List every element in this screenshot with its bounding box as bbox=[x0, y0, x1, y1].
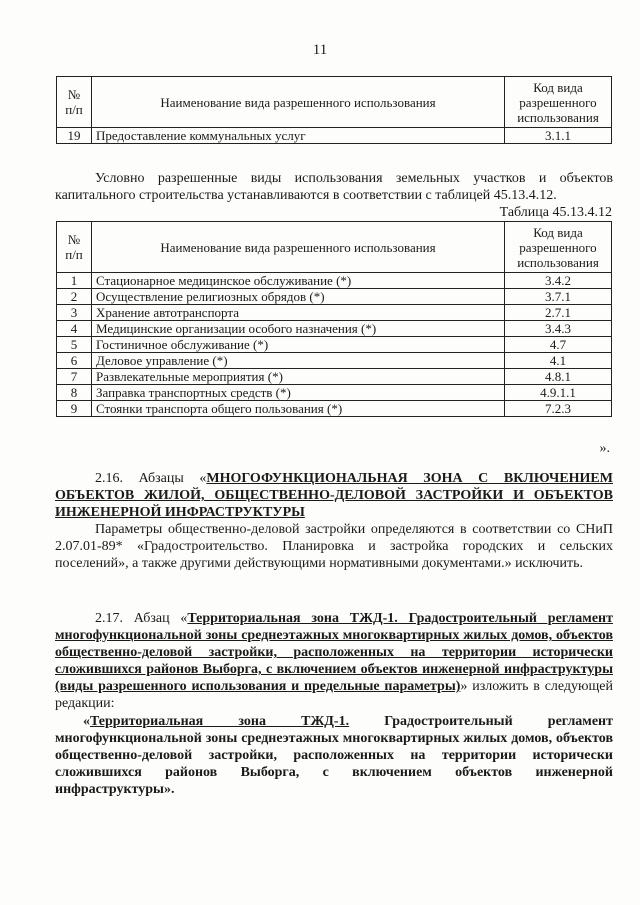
row-name: Осуществление религиозных обрядов (*) bbox=[92, 289, 505, 305]
row-num: 5 bbox=[57, 337, 92, 353]
row-name: Заправка транспортных средств (*) bbox=[92, 385, 505, 401]
row-code: 3.4.2 bbox=[505, 273, 612, 289]
table-row bbox=[57, 321, 612, 337]
row-code: 7.2.3 bbox=[505, 401, 612, 417]
table-header-row bbox=[57, 77, 612, 128]
table-row bbox=[57, 401, 612, 417]
row-num: 6 bbox=[57, 353, 92, 369]
row-num: 2 bbox=[57, 289, 92, 305]
row-name: Развлекательные мероприятия (*) bbox=[92, 369, 505, 385]
row-code: 4.9.1.1 bbox=[505, 385, 612, 401]
new-zone-body: Градостроительный регламент многофункциональной зоны среднеэтажных многоквартирных жилых домов, объектов общественно-деловой застройки, расположенных на территории исторически сложившихся районов Выборга, с включением объектов инженерной инфраструктуры bbox=[55, 714, 613, 797]
row-name: Стоянки транспорта общего пользования (*) bbox=[92, 401, 505, 417]
section-prefix: 2.16. Абзацы « bbox=[95, 471, 207, 486]
section-prefix: 2.17. Абзац « bbox=[95, 611, 188, 626]
header-code: Код вида разрешенного использования bbox=[505, 77, 612, 128]
row-code: 3.7.1 bbox=[505, 289, 612, 305]
row-name: Стационарное медицинское обслуживание (*) bbox=[92, 273, 505, 289]
table-row bbox=[57, 305, 612, 321]
section-suffix: » изложить в следующей редакции: bbox=[55, 679, 613, 711]
row-num: 1 bbox=[57, 273, 92, 289]
table-row bbox=[57, 369, 612, 385]
zone-heading: МНОГОФУНКЦИОНАЛЬНАЯ ЗОНА С ВКЛЮЧЕНИЕМ ОБЪЕКТОВ ЖИЛОЙ, ОБЩЕСТВЕННО-ДЕЛОВОЙ ЗАСТРОЙКИ И ОБЪЕКТОВ ИНЖЕНЕРНОЙ ИНФРАСТРУКТУРЫ bbox=[55, 471, 613, 520]
table-row bbox=[57, 273, 612, 289]
row-code: 3.1.1 bbox=[505, 128, 612, 144]
row-name: Гостиничное обслуживание (*) bbox=[92, 337, 505, 353]
table-caption: Таблица 45.13.4.12 bbox=[499, 205, 612, 220]
row-num: 7 bbox=[57, 369, 92, 385]
section-2-16-body: Параметры общественно-деловой застройки определяются в соответствии со СНиП 2.07.01-89* «Градостроительство. Планировка и застройка городских и сельских поселений», а также другими действующими нормативными документами.» исключить. bbox=[55, 522, 613, 571]
row-num: 19 bbox=[57, 128, 92, 144]
close-quote: ». bbox=[163, 782, 175, 797]
section-2-16-heading bbox=[55, 470, 613, 521]
row-num: 4 bbox=[57, 321, 92, 337]
intro-paragraph: Условно разрешенные виды использования земельных участков и объектов капитального строительства устанавливаются в соответствии с таблицей 45.13.4.12. bbox=[55, 171, 613, 203]
header-code: Код вида разрешенного использования bbox=[505, 222, 612, 273]
header-name: Наименование вида разрешенного использования bbox=[92, 77, 505, 128]
section-2-17-new-text bbox=[55, 713, 613, 798]
row-code: 2.7.1 bbox=[505, 305, 612, 321]
row-name: Хранение автотранспорта bbox=[92, 305, 505, 321]
header-name: Наименование вида разрешенного использования bbox=[92, 222, 505, 273]
row-name: Предоставление коммунальных услуг bbox=[92, 128, 505, 144]
row-code: 3.4.3 bbox=[505, 321, 612, 337]
table-row bbox=[57, 128, 612, 144]
row-code: 4.7 bbox=[505, 337, 612, 353]
row-num: 8 bbox=[57, 385, 92, 401]
open-quote: « bbox=[83, 714, 90, 729]
table-conditional-uses bbox=[56, 221, 612, 417]
row-name: Деловое управление (*) bbox=[92, 353, 505, 369]
section-2-17-heading bbox=[55, 610, 613, 712]
row-num: 3 bbox=[57, 305, 92, 321]
header-num: № п/п bbox=[57, 77, 92, 128]
page-number: 11 bbox=[312, 42, 328, 58]
table-row bbox=[57, 289, 612, 305]
row-num: 9 bbox=[57, 401, 92, 417]
new-zone-heading: Территориальная зона ТЖД-1. bbox=[90, 714, 350, 729]
closing-quote: ». bbox=[599, 441, 610, 456]
table-row bbox=[57, 353, 612, 369]
table-permitted-uses-continued bbox=[56, 76, 612, 144]
row-code: 4.8.1 bbox=[505, 369, 612, 385]
row-name: Медицинские организации особого назначения (*) bbox=[92, 321, 505, 337]
row-code: 4.1 bbox=[505, 353, 612, 369]
header-num: № п/п bbox=[57, 222, 92, 273]
table-row bbox=[57, 385, 612, 401]
zone-heading: Территориальная зона ТЖД-1. Градостроительный регламент многофункциональной зоны среднеэтажных многоквартирных жилых домов, объектов общественно-деловой застройки, расположенных на территории исторически сложившихся районов Выборга, с включением объектов инженерной инфраструктуры (виды разрешенного использования и предельные параметры) bbox=[55, 611, 613, 694]
table-row bbox=[57, 337, 612, 353]
table-header-row bbox=[57, 222, 612, 273]
